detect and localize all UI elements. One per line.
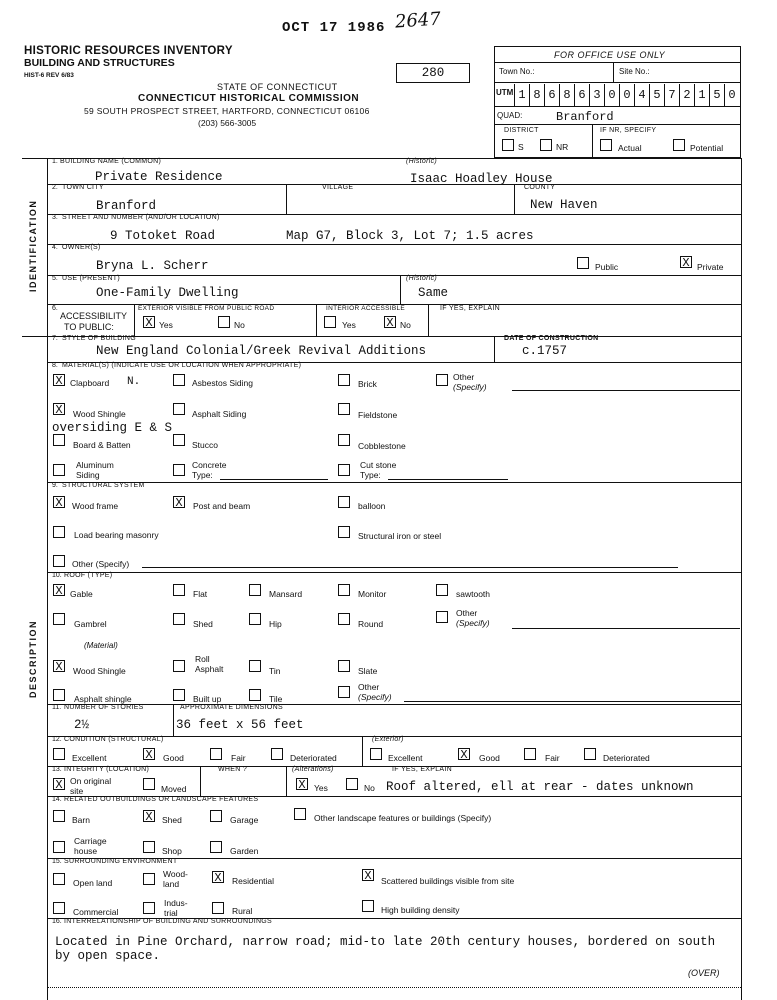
quad-value: Branford (556, 110, 614, 124)
wood-shingle-siding-checkbox[interactable]: X (53, 403, 65, 415)
nr-specify-label: IF NR, SPECIFY (600, 127, 657, 134)
utm-digit-cell: 5 (709, 84, 724, 106)
stucco-label: Stucco (192, 440, 218, 450)
owner-private-label: Private (697, 262, 724, 272)
utm-digit-cell: 8 (529, 84, 544, 106)
built-up-checkbox[interactable] (173, 689, 185, 701)
cut-stone-checkbox[interactable] (338, 464, 350, 476)
item-number-3: 3. (52, 214, 58, 221)
to-public-label: TO PUBLIC: (64, 322, 114, 332)
nr-actual-label: Actual (618, 143, 642, 153)
garage-checkbox[interactable] (210, 810, 222, 822)
item-number-13: 13. (52, 766, 62, 773)
material-other-checkbox[interactable] (436, 374, 448, 386)
exterior-no-label: No (234, 320, 245, 330)
town-value: Branford (96, 199, 157, 213)
accessibility-label: ACCESSIBILITY (60, 311, 128, 321)
fieldstone-label: Fieldstone (358, 410, 398, 420)
item-number-7: 7. (52, 335, 58, 342)
commission-address: 59 SOUTH PROSPECT STREET, HARTFORD, CONNECTICUT 06106 (84, 106, 370, 116)
structural-deteriorated-label: Deteriorated (290, 753, 337, 763)
load-bearing-masonry-checkbox[interactable] (53, 526, 65, 538)
roof-type-other-specify: (Specify) (456, 618, 490, 628)
alterations-no-label: No (364, 783, 375, 793)
utm-digit-cell: 5 (649, 84, 664, 106)
date-value: c.1757 (522, 344, 568, 358)
outbuilding-shed-label: Shed (162, 815, 182, 825)
exterior-excellent-checkbox[interactable] (370, 748, 382, 760)
built-up-label: Built up (193, 694, 222, 704)
asphalt-shingle-checkbox[interactable] (53, 689, 65, 701)
material-other-label: Other (453, 372, 475, 382)
exterior-good-label: Good (479, 753, 500, 763)
office-use-header: FOR OFFICE USE ONLY (554, 50, 666, 60)
date-construction-label: DATE OF CONSTRUCTION (504, 335, 599, 342)
roof-material-other-label: Other (358, 682, 380, 692)
wood-frame-label: Wood frame (72, 501, 119, 511)
structural-excellent-checkbox[interactable] (53, 748, 65, 760)
street-label: STREET AND NUMBER (AND/OR LOCATION) (62, 214, 220, 221)
use-historic-value: Same (418, 286, 449, 300)
clapboard-label: Clapboard (70, 378, 110, 388)
item-number-15: 15. (52, 858, 62, 865)
commission-phone: (203) 566-3005 (198, 118, 257, 128)
carriage-label: Carriage (74, 836, 107, 846)
round-checkbox[interactable] (338, 613, 350, 625)
alterations-label: (Alterations) (292, 766, 334, 773)
use-present-value: One-Family Dwelling (96, 286, 239, 300)
industrial-label-2: trial (164, 908, 178, 918)
hip-label: Hip (269, 619, 282, 629)
asphalt-shingle-label: Asphalt shingle (74, 694, 132, 704)
structural-fair-label: Fair (231, 753, 246, 763)
structural-other-label: Other (Specify) (72, 559, 130, 569)
shop-checkbox[interactable] (143, 841, 155, 853)
structural-good-checkbox[interactable]: X (143, 748, 155, 760)
scattered-buildings-checkbox[interactable]: X (362, 869, 374, 881)
county-value: New Haven (530, 198, 598, 212)
gambrel-label: Gambrel (74, 619, 107, 629)
gable-checkbox[interactable]: X (53, 584, 65, 596)
roll-asphalt-label: Asphalt (195, 664, 224, 674)
historic-name-label: (Historic) (406, 158, 437, 165)
woodland-label: Wood- (163, 869, 188, 879)
historic-name: Isaac Hoadley House (410, 172, 553, 186)
sawtooth-checkbox[interactable] (436, 584, 448, 596)
building-name-label: BUILDING NAME (COMMON) (60, 158, 162, 165)
roll-asphalt-checkbox[interactable] (173, 660, 185, 672)
concrete-type-label: Type: (192, 470, 213, 480)
roof-material-label: (Material) (84, 641, 118, 650)
item-number-16: 16. (52, 918, 62, 925)
description-side-label: DESCRIPTION (28, 619, 38, 698)
item-number-9: 9. (52, 482, 58, 489)
structural-good-label: Good (163, 753, 184, 763)
interior-accessible-label: INTERIOR ACCESSIBLE (326, 305, 406, 312)
map-reference: Map G7, Block 3, Lot 7; 1.5 acres (286, 229, 534, 243)
wood-frame-checkbox[interactable]: X (53, 496, 65, 508)
town-city-label: TOWN CITY (62, 184, 104, 191)
tin-label: Tin (269, 666, 281, 676)
exterior-yes-label: Yes (159, 320, 173, 330)
exterior-fair-label: Fair (545, 753, 560, 763)
alterations-explanation: Roof altered, ell at rear - dates unknown (386, 780, 694, 794)
scattered-buildings-label: Scattered buildings visible from site (381, 876, 515, 886)
outbuildings-label: RELATED OUTBUILDINGS OR LANDSCAPE FEATURES (64, 796, 259, 803)
slate-label: Slate (358, 666, 378, 676)
roof-material-other-checkbox[interactable] (338, 686, 350, 698)
commercial-label: Commercial (73, 907, 119, 917)
alterations-no-checkbox[interactable] (346, 778, 358, 790)
materials-label: MATERIAL(S) (INDICATE USE OR LOCATION WHEN APPROPRIATE) (62, 362, 302, 369)
district-nr-label: NR (556, 142, 569, 152)
post-and-beam-checkbox[interactable]: X (173, 496, 185, 508)
fieldstone-checkbox[interactable] (338, 403, 350, 415)
utm-digit-cell: 3 (589, 84, 604, 106)
stories-label: NUMBER OF STORIES (64, 704, 144, 711)
brick-checkbox[interactable] (338, 374, 350, 386)
condition-structural-label: CONDITION (STRUCTURAL) (64, 736, 164, 743)
concrete-label: Concrete (192, 460, 227, 470)
town-no-label: Town No.: (499, 67, 535, 76)
access-explain-label: IF YES, EXPLAIN (440, 305, 501, 312)
exterior-fair-checkbox[interactable] (524, 748, 536, 760)
round-label: Round (358, 619, 384, 629)
commission-heading: CONNECTICUT HISTORICAL COMMISSION (138, 93, 360, 104)
on-original-site-label: site (70, 786, 84, 796)
barn-label: Barn (72, 815, 90, 825)
structural-iron-checkbox[interactable] (338, 526, 350, 538)
county-label: COUNTY (524, 184, 556, 191)
interior-no-label: No (400, 320, 411, 330)
identification-side-label: IDENTIFICATION (28, 199, 38, 292)
asbestos-siding-label: Asbestos Siding (192, 378, 253, 388)
alterations-yes-checkbox[interactable]: X (296, 778, 308, 790)
other-landscape-label: Other landscape features or buildings (Specify) (314, 813, 492, 823)
concrete-checkbox[interactable] (173, 464, 185, 476)
item-number-5: 5. (52, 275, 58, 282)
wood-shingle-siding-label: Wood Shingle (73, 409, 126, 419)
industrial-checkbox[interactable] (143, 902, 155, 914)
nr-actual-checkbox[interactable] (600, 139, 612, 151)
roll-label: Roll (195, 654, 210, 664)
shed-roof-checkbox[interactable] (173, 613, 185, 625)
received-date-stamp: OCT 17 1986 (282, 20, 386, 36)
interior-yes-checkbox[interactable] (324, 316, 336, 328)
on-original-site-checkbox[interactable]: X (53, 778, 65, 790)
clapboard-checkbox[interactable]: X (53, 374, 65, 386)
village-label: VILLAGE (322, 184, 354, 191)
interior-no-checkbox[interactable]: X (384, 316, 396, 328)
shop-label: Shop (162, 846, 182, 856)
load-bearing-masonry-label: Load bearing masonry (74, 530, 159, 540)
tin-checkbox[interactable] (249, 660, 261, 672)
woodland-checkbox[interactable] (143, 873, 155, 885)
cobblestone-checkbox[interactable] (338, 434, 350, 446)
condition-exterior-label: (Exterior) (372, 736, 404, 743)
district-label: DISTRICT (504, 127, 539, 134)
district-s-checkbox[interactable] (502, 139, 514, 151)
roof-material-other-specify: (Specify) (358, 692, 392, 702)
utm-digit-cell: 0 (619, 84, 634, 106)
roof-wood-shingle-checkbox[interactable]: X (53, 660, 65, 672)
utm-digit-cell: 2 (679, 84, 694, 106)
style-label: STYLE OF BUILDING (62, 335, 136, 342)
item-number-14: 14. (52, 796, 62, 803)
item-number-6: 6. (52, 305, 58, 312)
monitor-label: Monitor (358, 589, 387, 599)
owner-value: Bryna L. Scherr (96, 259, 209, 273)
oversiding-note: oversiding E & S (52, 421, 173, 435)
item-number-4: 4. (52, 244, 58, 251)
utm-digit-cell: 6 (544, 84, 559, 106)
stucco-checkbox[interactable] (173, 434, 185, 446)
brick-label: Brick (358, 379, 377, 389)
hip-checkbox[interactable] (249, 613, 261, 625)
structural-system-label: STRUCTURAL SYSTEM (62, 482, 145, 489)
exterior-deteriorated-checkbox[interactable] (584, 748, 596, 760)
flat-checkbox[interactable] (173, 584, 185, 596)
utm-digit-cell: 4 (634, 84, 649, 106)
utm-digit-cell: 0 (604, 84, 619, 106)
shed-roof-label: Shed (193, 619, 213, 629)
alterations-explain-label: IF YES, EXPLAIN (392, 766, 453, 773)
exterior-visible-label: EXTERIOR VISIBLE FROM PUBLIC ROAD (138, 305, 275, 312)
exterior-no-checkbox[interactable] (218, 316, 230, 328)
exterior-deteriorated-label: Deteriorated (603, 753, 650, 763)
outbuilding-shed-checkbox[interactable]: X (143, 810, 155, 822)
structural-excellent-label: Excellent (72, 753, 107, 763)
roof-type-other-label: Other (456, 608, 478, 618)
nr-potential-label: Potential (690, 143, 724, 153)
woodland-label-2: land (163, 879, 180, 889)
utm-label: UTM (496, 88, 514, 97)
residential-checkbox[interactable]: X (212, 871, 224, 883)
integrity-label: INTEGRITY (LOCATION) (64, 766, 150, 773)
item-number-8: 8. (52, 362, 58, 369)
garage-label: Garage (230, 815, 259, 825)
mansard-label: Mansard (269, 589, 303, 599)
cut-stone-label: Cut stone (360, 460, 397, 470)
garden-label: Garden (230, 846, 259, 856)
mansard-checkbox[interactable] (249, 584, 261, 596)
item-number-1: 1. (52, 158, 58, 165)
balloon-label: balloon (358, 501, 386, 511)
roof-type-other-checkbox[interactable] (436, 611, 448, 623)
on-original-label: On original (70, 776, 112, 786)
roof-wood-shingle-label: Wood Shingle (73, 666, 126, 676)
asbestos-siding-checkbox[interactable] (173, 374, 185, 386)
asphalt-siding-checkbox[interactable] (173, 403, 185, 415)
utm-digit-cell: 1 (694, 84, 709, 106)
structural-fair-checkbox[interactable] (210, 748, 222, 760)
aluminum-label: Aluminum (76, 460, 114, 470)
district-s-label: S (518, 142, 524, 152)
industrial-label: Indus- (164, 898, 188, 908)
form-subtitle: BUILDING AND STRUCTURES (24, 57, 175, 69)
board-batten-checkbox[interactable] (53, 434, 65, 446)
barn-checkbox[interactable] (53, 810, 65, 822)
item-number-2: 2. (52, 184, 58, 191)
owner-public-checkbox[interactable] (577, 257, 589, 269)
other-landscape-checkbox[interactable] (294, 808, 306, 820)
cobblestone-label: Cobblestone (358, 441, 406, 451)
surrounding-label: SURROUNDING ENVIRONMENT (64, 858, 178, 865)
tile-label: Tile (269, 694, 283, 704)
owner-private-checkbox[interactable]: X (680, 256, 692, 268)
form-code: HIST-6 REV 6/83 (24, 72, 74, 79)
common-name: Private Residence (95, 170, 223, 184)
structural-other-checkbox[interactable] (53, 555, 65, 567)
sawtooth-label: sawtooth (456, 589, 491, 599)
aluminum-siding-label: Siding (76, 470, 100, 480)
material-other-specify: (Specify) (453, 382, 487, 392)
form-title: HISTORIC RESOURCES INVENTORY (24, 45, 233, 57)
utm-digit-cell: 8 (559, 84, 574, 106)
exterior-yes-checkbox[interactable]: X (143, 316, 155, 328)
interrelationship-text-1: Located in Pine Orchard, narrow road; mid-to late 20th century houses, bordered on south (55, 935, 716, 949)
form-number-box (396, 63, 470, 83)
interior-yes-label: Yes (342, 320, 356, 330)
stories-value: 2½ (74, 718, 90, 732)
structural-iron-label: Structural iron or steel (358, 531, 442, 541)
high-density-checkbox[interactable] (362, 900, 374, 912)
dimensions-label: APPROXIMATE DIMENSIONS (180, 704, 283, 711)
carriage-house-checkbox[interactable] (53, 841, 65, 853)
utm-digit-cell: 0 (724, 84, 739, 106)
moved-label: Moved (161, 784, 187, 794)
monitor-checkbox[interactable] (338, 584, 350, 596)
item-number-11: 11. (52, 704, 62, 711)
gable-label: Gable (70, 589, 93, 599)
interrelationship-label: INTERRELATIONSHIP OF BUILDING AND SURROUNDINGS (64, 918, 273, 925)
item-number-10: 10. (52, 572, 62, 579)
residential-label: Residential (232, 876, 275, 886)
roof-type-label: ROOF (TYPE) (64, 572, 113, 579)
balloon-checkbox[interactable] (338, 496, 350, 508)
owner-label: OWNER(S) (62, 244, 101, 251)
structural-deteriorated-checkbox[interactable] (271, 748, 283, 760)
utm-digit-cell: 6 (574, 84, 589, 106)
exterior-good-checkbox[interactable]: X (458, 748, 470, 760)
use-historic-label: (Historic) (406, 275, 437, 282)
when-label: WHEN ? (218, 766, 248, 773)
use-present-label: USE (PRESENT) (62, 275, 120, 282)
handwritten-number: 2647 (394, 8, 442, 33)
aluminum-siding-checkbox[interactable] (53, 464, 65, 476)
street-value: 9 Totoket Road (110, 229, 216, 243)
open-land-checkbox[interactable] (53, 873, 65, 885)
state-heading: STATE OF CONNECTICUT (217, 82, 338, 92)
flat-label: Flat (193, 589, 208, 599)
open-land-label: Open land (73, 878, 113, 888)
rural-checkbox[interactable] (212, 902, 224, 914)
exterior-excellent-label: Excellent (388, 753, 423, 763)
alterations-yes-label: Yes (314, 783, 328, 793)
cut-stone-type-label: Type: (360, 470, 381, 480)
dimensions-value: 36 feet x 56 feet (176, 718, 304, 732)
over-note: (OVER) (688, 968, 720, 978)
gambrel-checkbox[interactable] (53, 613, 65, 625)
nr-potential-checkbox[interactable] (673, 139, 685, 151)
garden-checkbox[interactable] (210, 841, 222, 853)
form-number: 280 (421, 66, 445, 80)
clapboard-note: N. (127, 376, 141, 388)
board-batten-label: Board & Batten (73, 440, 131, 450)
carriage-house-label: house (74, 846, 98, 856)
district-nr-checkbox[interactable] (540, 139, 552, 151)
tile-checkbox[interactable] (249, 689, 261, 701)
slate-checkbox[interactable] (338, 660, 350, 672)
utm-digit-cell: 7 (664, 84, 679, 106)
commercial-checkbox[interactable] (53, 902, 65, 914)
utm-digit-cell: 1 (514, 84, 529, 106)
high-density-label: High building density (381, 905, 460, 915)
interrelationship-text-2: by open space. (55, 949, 161, 963)
post-and-beam-label: Post and beam (193, 501, 251, 511)
quad-label: QUAD: (497, 111, 523, 120)
item-number-12: 12. (52, 736, 62, 743)
style-value: New England Colonial/Greek Revival Additions (96, 344, 427, 358)
owner-public-label: Public (595, 262, 619, 272)
moved-checkbox[interactable] (143, 778, 155, 790)
rural-label: Rural (232, 906, 253, 916)
site-no-label: Site No.: (619, 67, 650, 76)
asphalt-siding-label: Asphalt Siding (192, 409, 247, 419)
